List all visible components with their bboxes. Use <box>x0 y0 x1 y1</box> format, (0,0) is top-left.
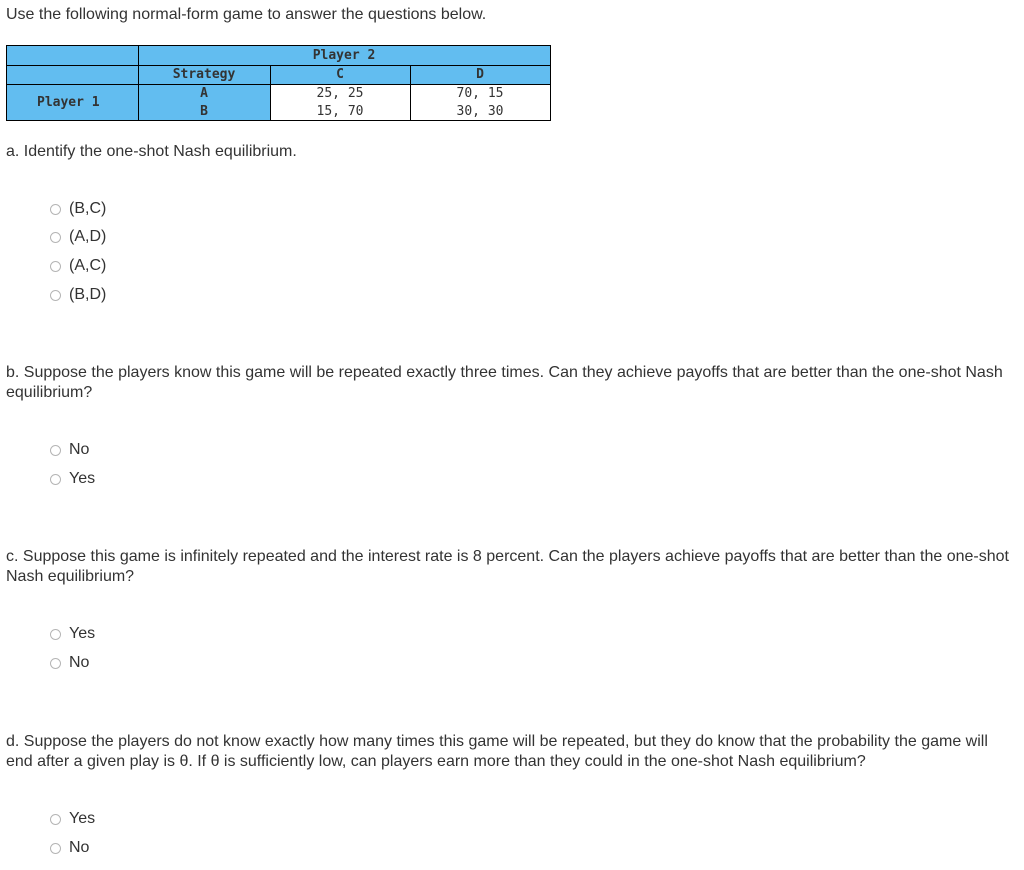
option-label: Yes <box>69 470 96 487</box>
intro-text: Use the following normal-form game to answer the questions below. <box>6 6 487 23</box>
option-label: (A,D) <box>69 228 107 245</box>
option-d-2[interactable] <box>50 838 89 858</box>
radio-icon[interactable] <box>50 204 61 215</box>
payoff-a-d: 70, 15 <box>456 85 504 101</box>
option-label: No <box>69 839 90 856</box>
grid-line <box>7 84 550 85</box>
radio-icon[interactable] <box>50 474 61 485</box>
grid-line <box>410 65 411 120</box>
radio-icon[interactable] <box>50 290 61 301</box>
option-c-1[interactable] <box>50 624 95 644</box>
radio-icon[interactable] <box>50 658 61 669</box>
payoff-a-c: 25, 25 <box>316 85 364 101</box>
question-d-prompt: d. Suppose the players do not know exactly how many times this game will be repeated, but they do know that the probability the game will end after a given play is θ. If θ is sufficiently low, can players earn more than they could in the one-shot Nash equilibrium? <box>6 733 988 770</box>
radio-icon[interactable] <box>50 445 61 456</box>
question-b-prompt: b. Suppose the players know this game will be repeated exactly three times. Can they achieve payoffs that are better than the one-shot Nash equilibrium? <box>6 364 1003 401</box>
radio-icon[interactable] <box>50 232 61 243</box>
option-b-2[interactable] <box>50 469 95 489</box>
strategy-label: Strategy <box>172 67 236 82</box>
payoff-b-c: 15, 70 <box>316 103 364 119</box>
player2-label: Player 2 <box>312 48 376 63</box>
col-strategy-c: C <box>336 67 344 82</box>
question-a-prompt: a. Identify the one-shot Nash equilibrium. <box>6 143 297 160</box>
option-label: No <box>69 441 90 458</box>
radio-icon[interactable] <box>50 814 61 825</box>
grid-line <box>270 65 271 120</box>
grid-line <box>7 65 550 66</box>
option-label: Yes <box>69 625 96 642</box>
payoff-table <box>6 45 551 121</box>
radio-icon[interactable] <box>50 843 61 854</box>
radio-icon[interactable] <box>50 629 61 640</box>
option-label: No <box>69 654 90 671</box>
row-strategy-a: A <box>200 85 208 101</box>
option-a-3[interactable] <box>50 256 106 276</box>
player1-label: Player 1 <box>37 94 100 110</box>
option-label: Yes <box>69 810 96 827</box>
option-label: (B,C) <box>69 200 107 217</box>
grid-line <box>138 46 139 120</box>
option-d-1[interactable] <box>50 809 95 829</box>
option-c-2[interactable] <box>50 653 89 673</box>
radio-icon[interactable] <box>50 261 61 272</box>
option-label: (A,C) <box>69 257 107 274</box>
option-a-2[interactable] <box>50 227 106 247</box>
question-c-prompt: c. Suppose this game is infinitely repeated and the interest rate is 8 percent. Can the players achieve payoffs that are better than the one-shot Nash equilibrium? <box>6 548 1009 585</box>
option-b-1[interactable] <box>50 440 89 460</box>
row-strategy-b: B <box>200 103 208 119</box>
option-a-1[interactable] <box>50 199 106 219</box>
col-strategy-d: D <box>476 67 484 82</box>
option-label: (B,D) <box>69 286 107 303</box>
option-a-4[interactable] <box>50 285 106 305</box>
payoff-b-d: 30, 30 <box>456 103 504 119</box>
